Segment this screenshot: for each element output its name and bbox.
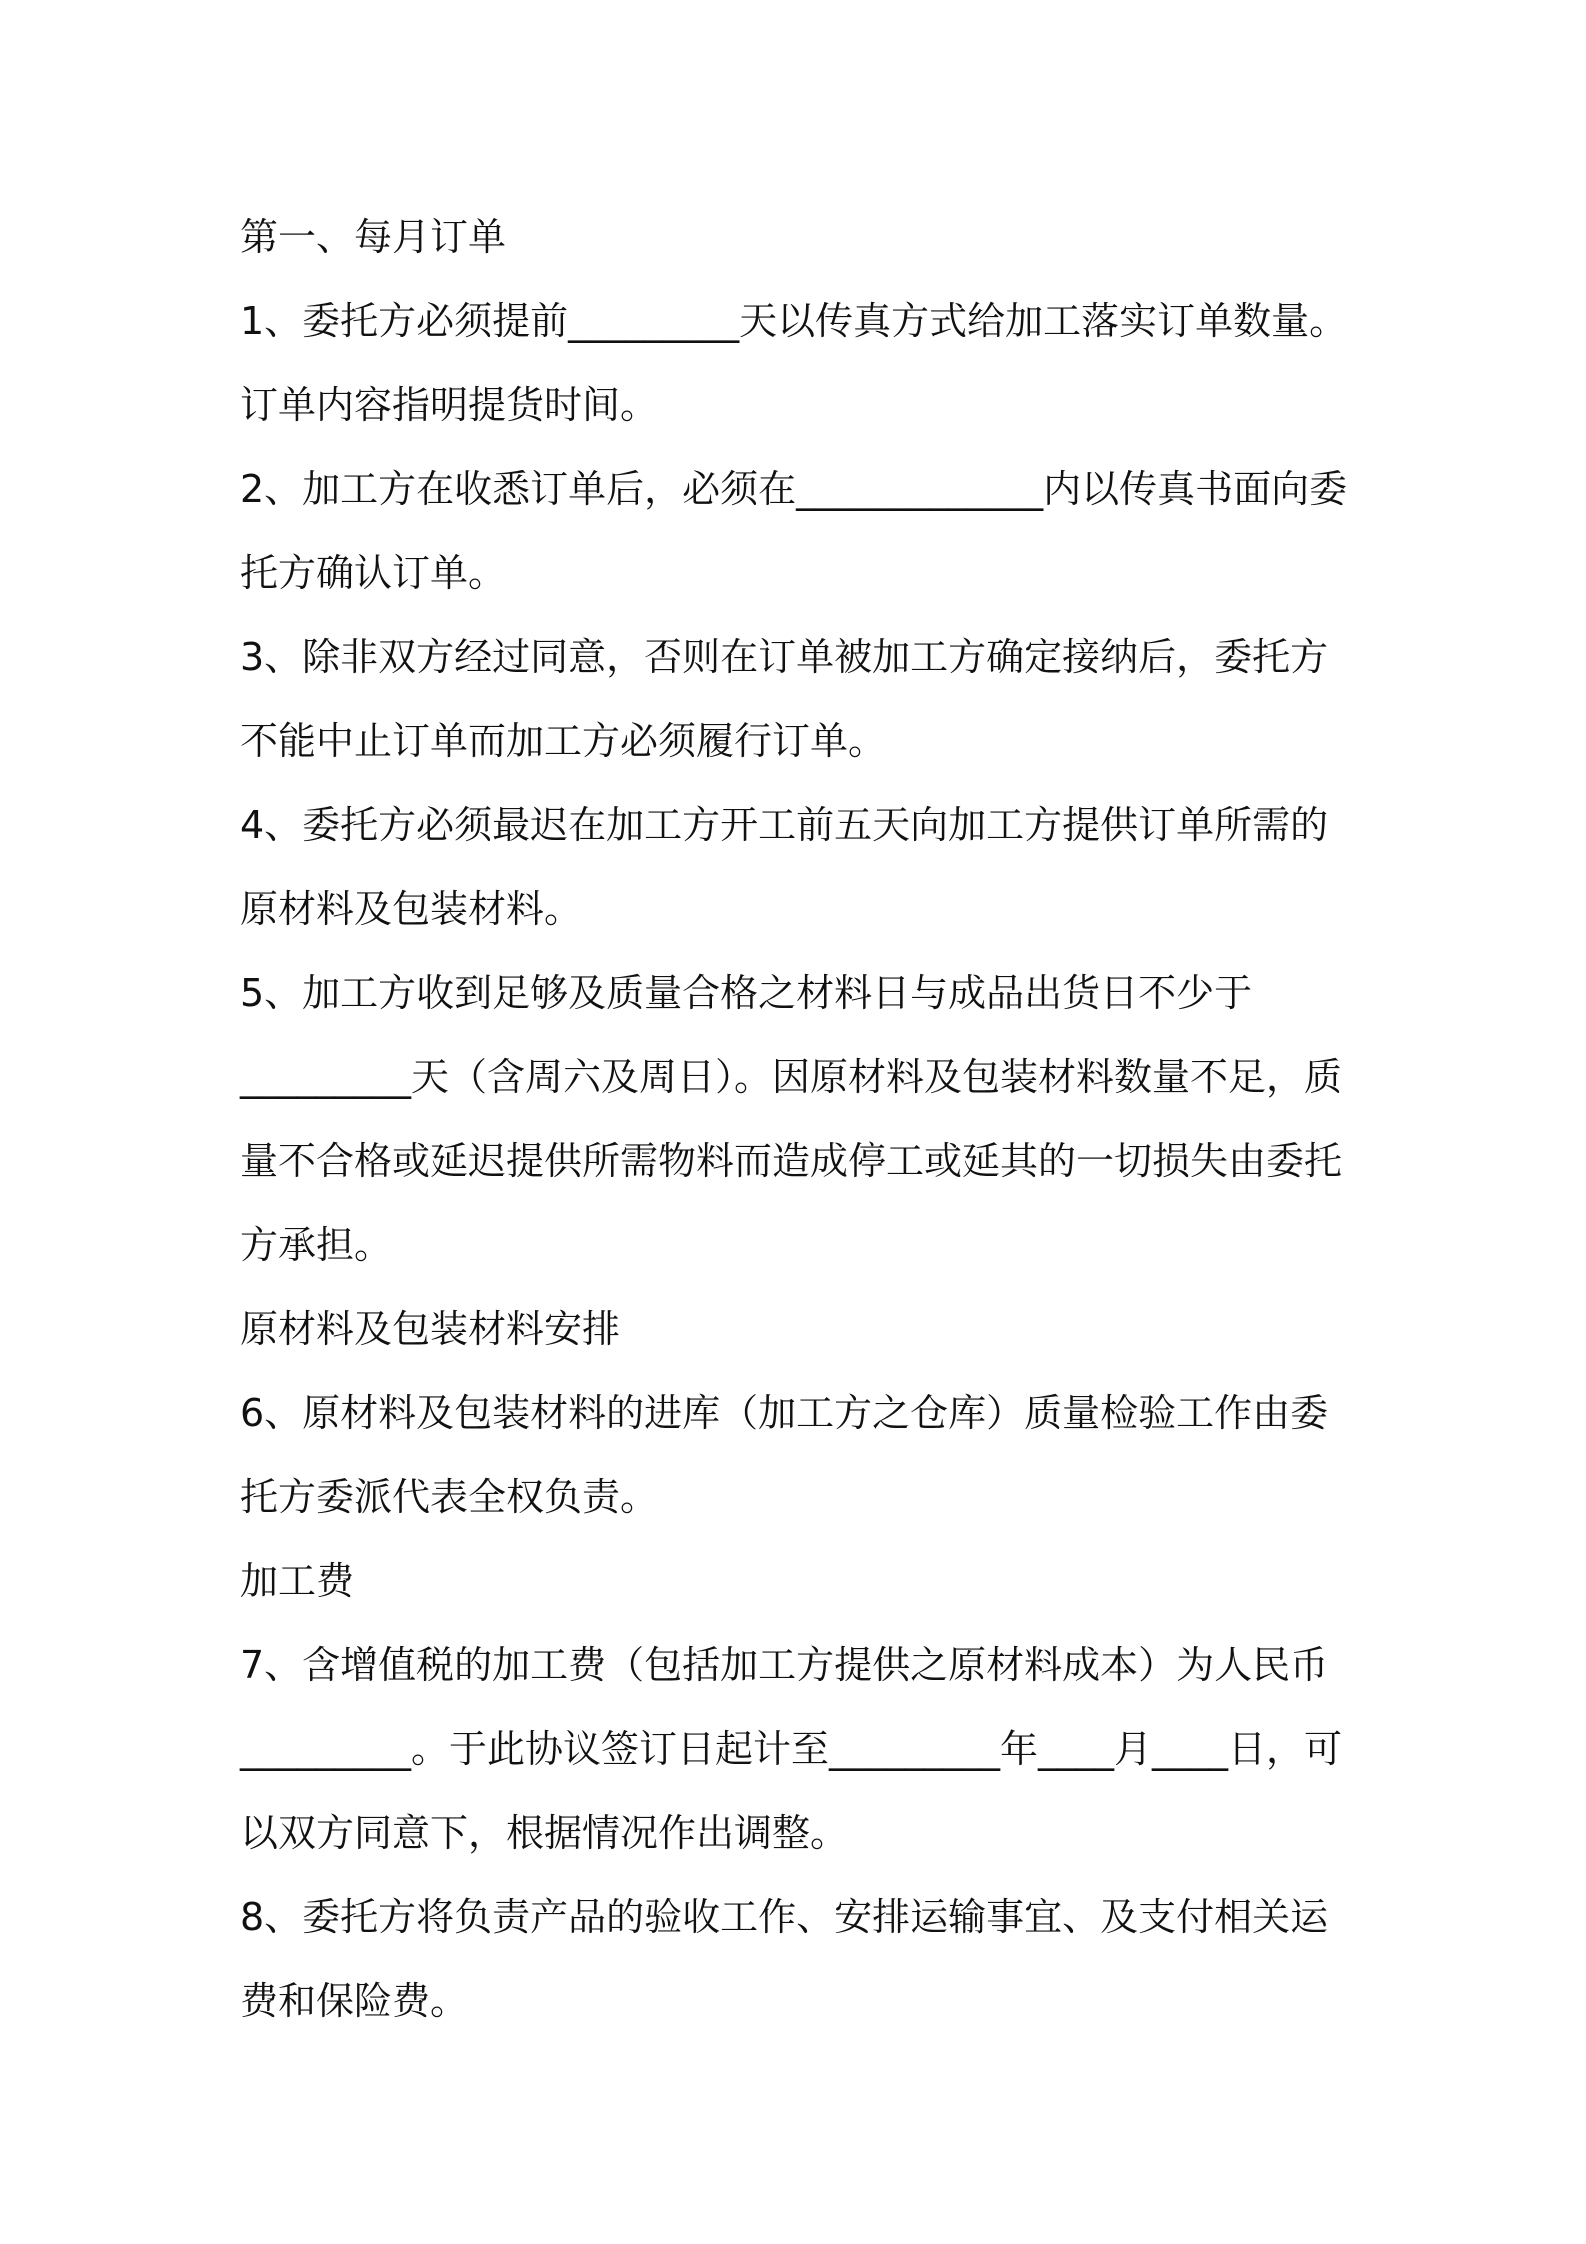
clause-1: 1、委托方必须提前_________天以传真方式给加工落实订单数量。订单内容指明提货时间。 [240,299,1348,427]
section-heading-processing-fee: 加工费 [240,1559,355,1603]
section-heading-monthly-orders: 第一、每月订单 [240,215,507,259]
clause-4: 4、委托方必须最迟在加工方开工前五天向加工方提供订单所需的原材料及包装材料。 [240,803,1329,931]
clause-6: 6、原材料及包装材料的进库（加工方之仓库）质量检验工作由委托方委派代表全权负责。 [240,1391,1329,1519]
clause-2: 2、加工方在收悉订单后，必须在_____________内以传真书面向委托方确认订单。 [240,467,1348,595]
document-body [240,195,1355,2043]
clause-5-part-1: 5、加工方收到足够及质量合格之材料日与成品出货日不少于 [240,971,1253,1015]
clause-8: 8、委托方将负责产品的验收工作、安排运输事宜、及支付相关运费和保险费。 [240,1895,1329,2023]
clause-7-part-2: _________。于此协议签订日起计至_________年____月____日，可以双方同意下，根据情况作出调整。 [240,1727,1343,1855]
clause-5-part-2: _________天（含周六及周日）。因原材料及包装材料数量不足，质量不合格或延迟提供所需物料而造成停工或延其的一切损失由委托方承担。 [240,1055,1343,1267]
clause-7-part-1: 7、含增值税的加工费（包括加工方提供之原材料成本）为人民币 [240,1643,1329,1687]
section-heading-materials: 原材料及包装材料安排 [240,1307,621,1351]
clause-3: 3、除非双方经过同意，否则在订单被加工方确定接纳后，委托方不能中止订单而加工方必须履行订单。 [240,635,1329,763]
